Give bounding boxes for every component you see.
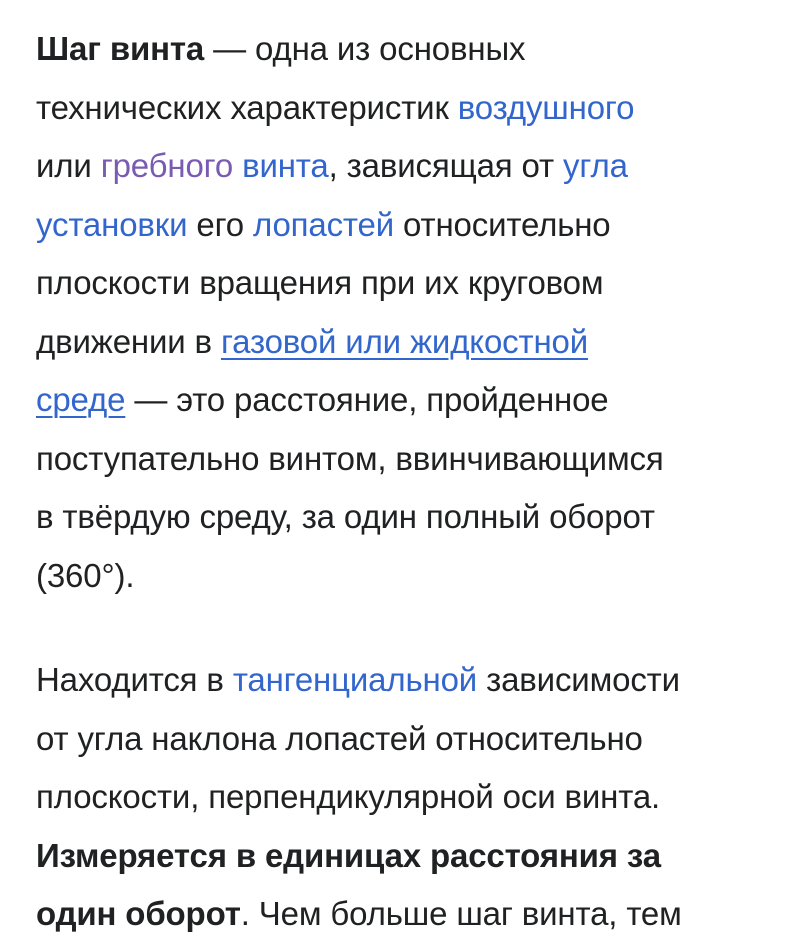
text-line: (360°).: [36, 556, 135, 594]
term-bold: Шаг винта: [36, 30, 205, 67]
paragraph-dependency: [36, 651, 770, 944]
text-line: установки его лопастей относительно: [36, 205, 611, 243]
text-line: технических характеристик воздушного: [36, 88, 635, 126]
link-propeller[interactable]: винта: [242, 147, 329, 184]
emphasis-bold: Измеряется в единицах расстояния за: [36, 836, 661, 874]
text-line: один оборот. Чем больше шаг винта, тем: [36, 895, 682, 932]
text-line: Находится в тангенциальной зависимости: [36, 661, 680, 698]
text-line: плоскости вращения при их круговом: [36, 264, 604, 301]
link-tangential[interactable]: тангенциальной: [232, 661, 478, 698]
text-line: поступательно винтом, ввинчивающимся: [36, 439, 664, 477]
text-line: Шаг винта — одна из основных: [36, 30, 526, 67]
paragraph-definition: [36, 20, 770, 605]
text-line: плоскости, перпендикулярной оси винта.: [36, 778, 661, 815]
text-line: в твёрдую среду, за один полный оборот: [36, 498, 655, 535]
text-line: среде — это расстояние, пройденное: [36, 381, 609, 418]
text-line: движении в газовой или жидкостной: [36, 322, 589, 360]
emphasis-bold: один оборот: [36, 895, 241, 932]
link-gas-or-liquid-medium[interactable]: газовой или жидкостной: [220, 322, 589, 360]
text-line: от угла наклона лопастей относительно: [36, 719, 643, 757]
link-ship-propeller[interactable]: гребного: [100, 147, 234, 184]
link-blades[interactable]: лопастей: [252, 205, 395, 243]
link-setting-angle[interactable]: угла: [562, 147, 628, 184]
link-air-propeller[interactable]: воздушного: [457, 88, 635, 126]
text-line: или гребного винта, зависящая от угла: [36, 147, 628, 184]
link-setting-angle-cont[interactable]: установки: [36, 205, 188, 243]
link-gas-or-liquid-medium-cont[interactable]: среде: [36, 381, 126, 418]
text-line: [36, 827, 770, 886]
